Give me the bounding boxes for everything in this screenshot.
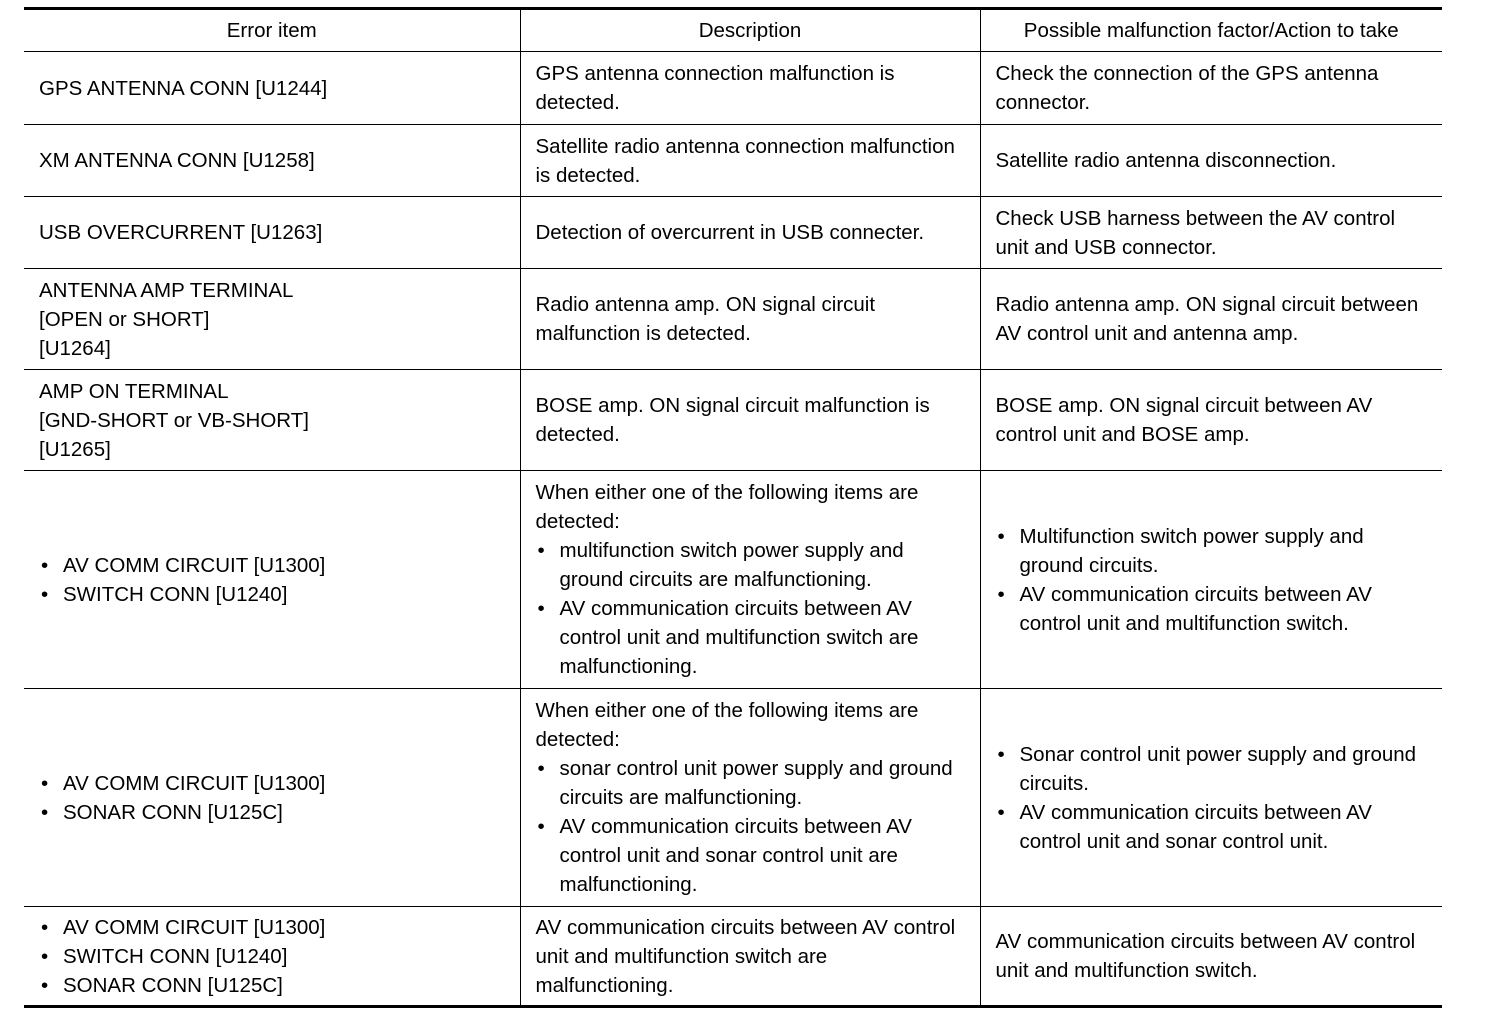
description-cell bbox=[520, 689, 980, 907]
table-row bbox=[24, 689, 1442, 907]
error-item-line: [OPEN or SHORT] bbox=[39, 307, 210, 331]
table-row bbox=[24, 907, 1442, 1007]
error-item-cell bbox=[24, 689, 520, 907]
error-item-bullet: • SWITCH CONN [U1240] bbox=[39, 942, 508, 971]
error-item-line: ANTENNA AMP TERMINAL bbox=[39, 278, 294, 302]
error-item-cell bbox=[24, 269, 520, 370]
description-cell: Satellite radio antenna connection malfunction is detected. bbox=[520, 125, 980, 197]
error-item-line: [U1265] bbox=[39, 437, 111, 461]
error-item-line: [U1264] bbox=[39, 336, 111, 360]
error-item-bullet: • SWITCH CONN [U1240] bbox=[39, 580, 508, 609]
error-item-bullet: • AV COMM CIRCUIT [U1300] bbox=[39, 913, 508, 942]
error-item-cell bbox=[24, 370, 520, 471]
error-item-list bbox=[39, 551, 508, 609]
action-list bbox=[996, 740, 1431, 856]
error-item-line: XM ANTENNA CONN [U1258] bbox=[39, 149, 315, 172]
description-cell: AV communication circuits between AV control unit and multifunction switch are malfunctioning. bbox=[520, 907, 980, 1007]
table-row bbox=[24, 197, 1442, 269]
header-description: Description bbox=[520, 9, 980, 52]
description-list bbox=[536, 536, 968, 681]
error-item-cell bbox=[24, 907, 520, 1007]
table-row bbox=[24, 471, 1442, 689]
error-item-bullet: • SONAR CONN [U125C] bbox=[39, 971, 508, 1000]
description-bullet: • multifunction switch power supply and ground circuits are malfunctioning. bbox=[536, 536, 968, 594]
description-cell: BOSE amp. ON signal circuit malfunction is detected. bbox=[520, 370, 980, 471]
action-cell: Satellite radio antenna disconnection. bbox=[980, 125, 1442, 197]
header-error-item: Error item bbox=[226, 19, 317, 42]
description-cell: Detection of overcurrent in USB connecter. bbox=[520, 197, 980, 269]
description-cell: GPS antenna connection malfunction is detected. bbox=[520, 52, 980, 125]
action-cell: BOSE amp. ON signal circuit between AV control unit and BOSE amp. bbox=[980, 370, 1442, 471]
action-cell: Check USB harness between the AV control unit and USB connector. bbox=[980, 197, 1442, 269]
error-item-cell bbox=[24, 125, 520, 197]
description-intro: When either one of the following items are detected: bbox=[535, 699, 919, 751]
description-bullet: • AV communication circuits between AV control unit and sonar control unit are malfunctioning. bbox=[536, 812, 968, 899]
header-action: Possible malfunction factor/Action to take bbox=[980, 9, 1442, 52]
action-cell bbox=[980, 471, 1442, 689]
error-item-cell bbox=[24, 52, 520, 125]
description-bullet: • sonar control unit power supply and ground circuits are malfunctioning. bbox=[536, 754, 968, 812]
description-cell bbox=[520, 471, 980, 689]
error-item-bullet: • SONAR CONN [U125C] bbox=[39, 798, 508, 827]
action-bullet: • AV communication circuits between AV control unit and multifunction switch. bbox=[996, 580, 1431, 638]
error-item-bullet: • AV COMM CIRCUIT [U1300] bbox=[39, 551, 508, 580]
action-cell: AV communication circuits between AV control unit and multifunction switch. bbox=[980, 907, 1442, 1007]
action-cell: Check the connection of the GPS antenna connector. bbox=[980, 52, 1442, 125]
error-item-bullet: • AV COMM CIRCUIT [U1300] bbox=[39, 769, 508, 798]
error-item-line: AMP ON TERMINAL bbox=[39, 379, 229, 403]
description-bullet: • AV communication circuits between AV control unit and multifunction switch are malfunctioning. bbox=[536, 594, 968, 681]
error-item-list bbox=[39, 913, 508, 1000]
error-table bbox=[24, 7, 1442, 1008]
description-list bbox=[536, 754, 968, 899]
error-item-list bbox=[39, 769, 508, 827]
table-header-row bbox=[24, 9, 1442, 52]
action-bullet: • AV communication circuits between AV control unit and sonar control unit. bbox=[996, 798, 1431, 856]
description-intro: When either one of the following items are detected: bbox=[535, 481, 919, 533]
table-row bbox=[24, 125, 1442, 197]
action-bullet: • Multifunction switch power supply and ground circuits. bbox=[996, 522, 1431, 580]
error-item-line: [GND-SHORT or VB-SHORT] bbox=[39, 408, 309, 432]
action-cell bbox=[980, 689, 1442, 907]
table-row bbox=[24, 52, 1442, 125]
table-row bbox=[24, 269, 1442, 370]
error-item-line: USB OVERCURRENT [U1263] bbox=[39, 221, 323, 244]
error-item-cell bbox=[24, 197, 520, 269]
action-bullet: • Sonar control unit power supply and ground circuits. bbox=[996, 740, 1431, 798]
error-item-cell bbox=[24, 471, 520, 689]
action-list bbox=[996, 522, 1431, 638]
table-row bbox=[24, 370, 1442, 471]
description-cell: Radio antenna amp. ON signal circuit malfunction is detected. bbox=[520, 269, 980, 370]
action-cell: Radio antenna amp. ON signal circuit between AV control unit and antenna amp. bbox=[980, 269, 1442, 370]
error-item-line: GPS ANTENNA CONN [U1244] bbox=[39, 76, 328, 100]
